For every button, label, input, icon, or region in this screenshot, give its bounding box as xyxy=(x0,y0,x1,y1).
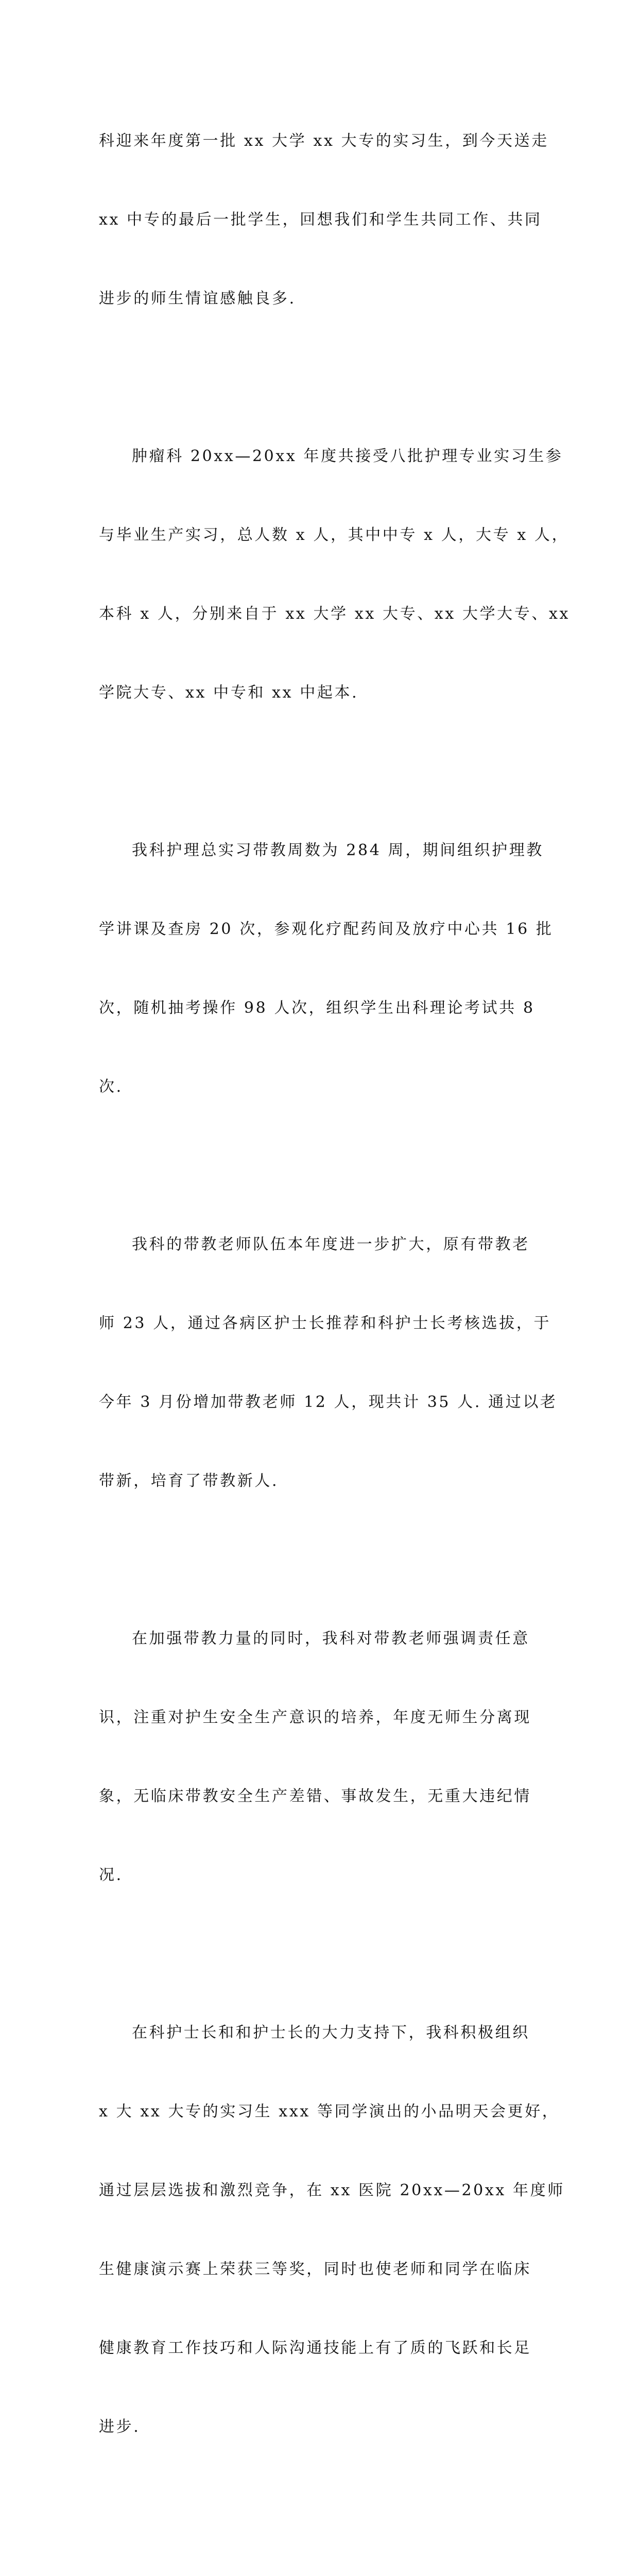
paragraph-line: 今年 3 月份增加带教老师 12 人，现共计 35 人. 通过以老 xyxy=(99,1393,558,1411)
paragraph-line: 师 23 人，通过各病区护士长推荐和科护士长考核选拔，于 xyxy=(99,1314,551,1332)
paragraph-line: 进步的师生情谊感触良多. xyxy=(99,290,296,308)
paragraph-line: 我科的带教老师队伍本年度进一步扩大，原有带教老 xyxy=(132,1235,530,1253)
document-body xyxy=(99,75,571,2576)
paragraph-line: 况. xyxy=(99,1866,123,1884)
paragraph-line: 我科护理总实习带教周数为 284 周，期间组织护理教 xyxy=(132,841,544,859)
paragraph-line: 与毕业生产实习，总人数 x 人，其中中专 x 人，大专 x 人， xyxy=(99,526,569,544)
paragraph-line: 象，无临床带教安全生产差错、事故发生，无重大违纪情 xyxy=(99,1787,531,1805)
paragraph-2 xyxy=(99,391,571,758)
paragraph-line xyxy=(99,2571,542,2576)
paragraph-line: 肿瘤科 20xx—20xx 年度共接受八批护理专业实习生参 xyxy=(132,447,563,465)
paragraph-line: 次. xyxy=(99,1078,123,1096)
paragraph-line: 生健康演示赛上荣获三等奖，同时也使老师和同学在临床 xyxy=(99,2260,531,2278)
paragraph-line: 健康教育工作技巧和人际沟通技能上有了质的飞跃和长足 xyxy=(99,2339,531,2357)
paragraph-line: 学讲课及查房 20 次，参观化疗配药间及放疗中心共 16 批 xyxy=(99,920,554,938)
paragraph-line: 进步. xyxy=(99,2418,141,2436)
paragraph-1 xyxy=(99,75,549,364)
paragraph-7 xyxy=(99,2519,542,2576)
paragraph-6 xyxy=(99,1967,565,2493)
paragraph-line: x 大 xx 大专的实习生 xxx 等同学演出的小品明天会更好， xyxy=(99,2103,560,2121)
paragraph-line: xx 中专的最后一批学生，回想我们和学生共同工作、共同 xyxy=(99,211,542,229)
paragraph-4 xyxy=(99,1179,558,1547)
paragraph-line: 次，随机抽考操作 98 人次，组织学生出科理论考试共 8 xyxy=(99,999,535,1017)
paragraph-line: 识，注重对护生安全生产意识的培养，年度无师生分离现 xyxy=(99,1708,531,1726)
paragraph-line: 学院大专、xx 中专和 xx 中起本. xyxy=(99,684,359,702)
paragraph-line: 带新，培育了带教新人. xyxy=(99,1472,279,1490)
paragraph-5 xyxy=(99,1573,542,1941)
paragraph-3 xyxy=(99,785,554,1153)
paragraph-line: 在科护士长和和护士长的大力支持下，我科积极组织 xyxy=(132,2024,530,2042)
paragraph-line: 通过层层选拔和激烈竞争，在 xx 医院 20xx—20xx 年度师 xyxy=(99,2181,565,2199)
paragraph-line: 本科 x 人，分别来自于 xx 大学 xx 大专、xx 大学大专、xx xyxy=(99,605,571,623)
paragraph-line: 科迎来年度第一批 xx 大学 xx 大专的实习生，到今天送走 xyxy=(99,132,549,150)
paragraph-line: 在加强带教力量的同时，我科对带教老师强调责任意 xyxy=(132,1630,530,1648)
